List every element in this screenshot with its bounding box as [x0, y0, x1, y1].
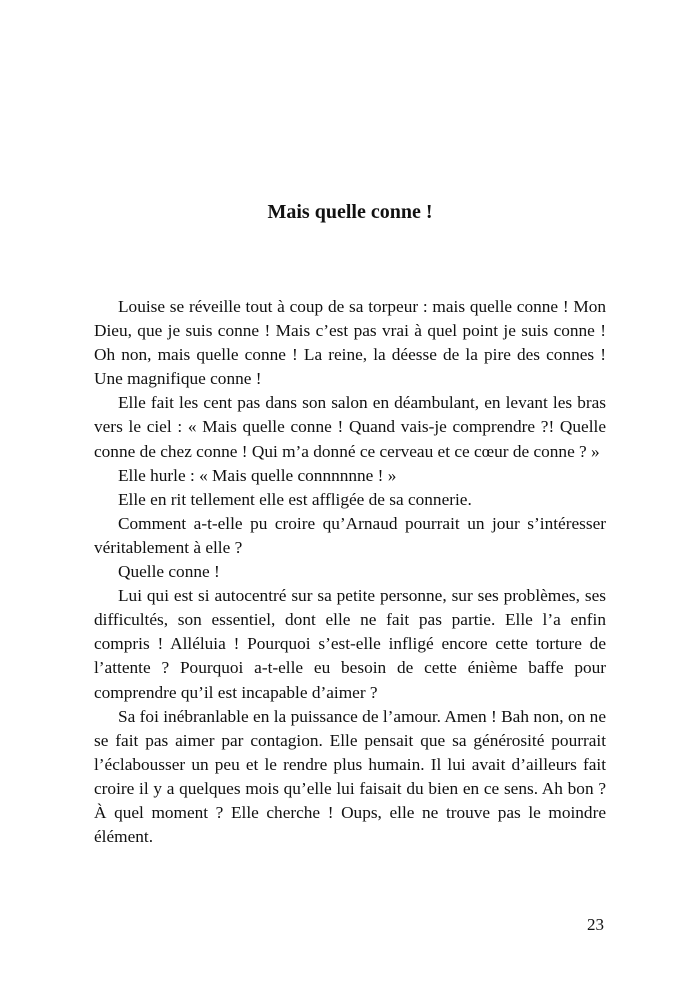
chapter-title: Mais quelle conne ! [267, 201, 433, 223]
paragraph: Elle en rit tellement elle est affligée de sa connerie. [118, 489, 472, 509]
chapter-body [94, 295, 606, 849]
paragraph: Elle hurle : « Mais quelle connnnnne ! » [118, 465, 397, 485]
paragraph: Lui qui est si autocentré sur sa petite personne, sur ses problèmes, ses difficultés, son essentiel, dont elle ne fait pas partie. Elle l’a enfin compris ! Alléluia ! Pourquoi s’est-elle infligé encore cette torture de l’attente ? Pourquoi a-t-elle eu besoin de cette énième baffe pour comprendre qu’il est incapable d’aimer ? [94, 586, 606, 702]
paragraph: Comment a-t-elle pu croire qu’Arnaud pourrait un jour s’intéresser véritablement à elle ? [94, 513, 606, 557]
paragraph: Elle fait les cent pas dans son salon en déambulant, en levant les bras vers le ciel : « Mais quelle conne ! Quand vais-je comprendre ?! Quelle conne de chez conne ! Qui m’a donné ce cerveau et ce cœur de conne ? » [94, 393, 606, 461]
paragraph: Quelle conne ! [118, 562, 220, 582]
paragraph: Sa foi inébranlable en la puissance de l’amour. Amen ! Bah non, on ne se fait pas aimer par contagion. Elle pensait que sa générosité pourrait l’éclabousser un peu et le rendre plus humain. Il lui avait d’ailleurs fait croire il y a quelques mois qu’elle lui faisait du bien en ce sens. Ah bon ? À quel moment ? Elle cherche ! Oups, elle ne trouve pas le moindre élément. [94, 706, 606, 847]
page-number: 23 [587, 915, 604, 934]
paragraph: Louise se réveille tout à coup de sa torpeur : mais quelle conne ! Mon Dieu, que je suis conne ! Mais c’est pas vrai à quel point je suis conne ! Oh non, mais quelle conne ! La reine, la déesse de la pire des connes ! Une magnifique conne ! [94, 297, 606, 389]
